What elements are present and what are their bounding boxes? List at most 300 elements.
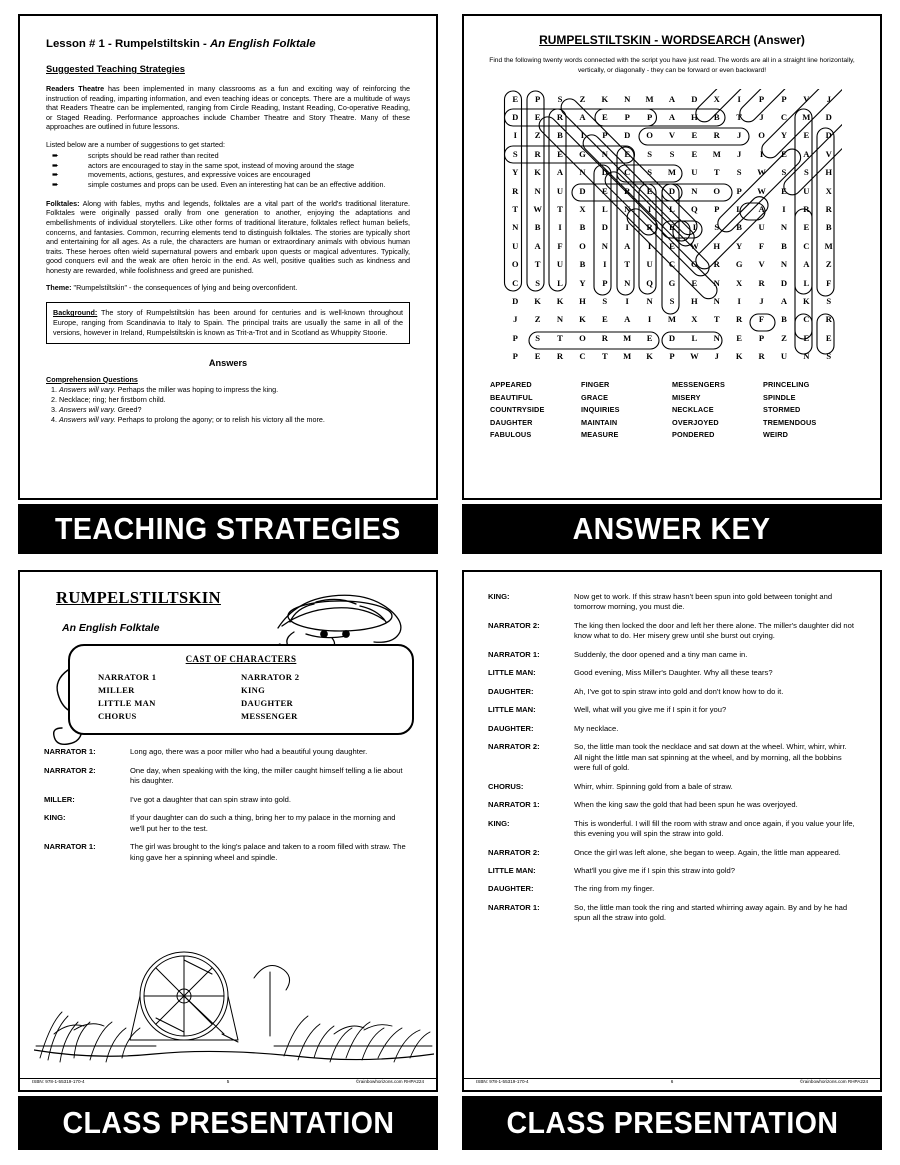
grid-row — [504, 273, 840, 291]
word-item: MESSENGERS — [672, 380, 725, 390]
grid-cell: E — [557, 148, 563, 159]
grid-cell: W — [690, 240, 699, 251]
speaker-label: NARRATOR 1: — [44, 747, 96, 757]
speaker-text: The girl was brought to the king's palace and taken to a room filled with straw. The king gave her a spinning wheel and spindle. — [130, 842, 406, 862]
grid-cell: I — [647, 240, 652, 251]
grid-cell: E — [691, 277, 698, 288]
grid-cell: I — [737, 93, 741, 104]
grid-cell: J — [759, 112, 764, 123]
grid-row — [504, 145, 840, 163]
grid-cell: U — [512, 240, 519, 251]
grid-cell: P — [758, 93, 765, 104]
grid-cell: S — [647, 167, 652, 178]
answers-list — [46, 385, 410, 425]
list-item: ➨ actors are encouraged to stay in the same spot, instead of moving around the stage — [52, 160, 355, 170]
paragraph-theme: Theme: "Rumpelstiltskin" - the consequences of lying and being overconfident. — [46, 283, 298, 293]
grid-cell: M — [623, 332, 632, 343]
grid-row — [504, 329, 840, 347]
grid-cell: E — [601, 112, 608, 123]
grid-cell: E — [512, 93, 519, 104]
cast-item: LITTLE MAN — [98, 698, 156, 709]
word-item: SPINDLE — [763, 392, 796, 402]
list-item: 1. Answers will vary. Perhaps the miller was hoping to impress the king. — [59, 385, 410, 395]
grid-cell: D — [825, 112, 832, 123]
grid-cell: Z — [825, 259, 832, 270]
list-item: 4. Answers will vary. Perhaps to prolong the agony; or to relish his victory all the more. — [59, 415, 410, 425]
grid-cell: H — [713, 240, 721, 251]
grid-cell: T — [534, 259, 541, 270]
grid-cell: D — [512, 295, 519, 306]
grid-cell: I — [625, 222, 629, 233]
grid-cell: D — [691, 93, 698, 104]
grid-cell: J — [513, 314, 518, 325]
grid-cell: L — [601, 203, 608, 214]
speaker-label: NARRATOR 2: — [488, 847, 540, 857]
grid-cell: M — [667, 167, 677, 178]
list-item: ➨ movements, actions, gestures, and expressive voices are encouraged — [52, 170, 311, 180]
arrow-bullet-icon: ➨ — [52, 150, 59, 160]
speaker-label: NARRATOR 1: — [488, 800, 540, 810]
grid-cell: Z — [534, 130, 541, 141]
cast-item: NARRATOR 2 — [241, 672, 300, 682]
grid-cell: O — [646, 130, 653, 141]
banner-class-presentation-right: CLASS PRESENTATION — [462, 1096, 882, 1150]
grid-cell: S — [669, 148, 675, 159]
grid-cell: V — [825, 148, 832, 159]
cast-column-right — [241, 671, 384, 723]
footer-isbn: ISBN: 978-1-55319-170-4 — [476, 1079, 529, 1084]
grid-cell: U — [556, 259, 564, 270]
grid-cell: J — [737, 130, 742, 141]
grid-cell: D — [601, 222, 608, 233]
grid-cell: S — [557, 93, 563, 104]
arrow-bullet-icon: ➨ — [52, 160, 59, 170]
grid-cell: E — [669, 222, 675, 233]
grid-cell: S — [669, 295, 675, 306]
grid-cell: P — [781, 93, 787, 104]
grid-cell: I — [647, 314, 652, 325]
grid-cell: S — [512, 148, 518, 159]
grid-cell: M — [824, 240, 833, 251]
grid-cell: C — [803, 314, 810, 325]
speaker-text: Suddenly, the door opened and a tiny man came in. — [574, 649, 748, 659]
grid-cell: S — [647, 148, 652, 159]
footer-credit: ©rainbowhorizons.com RHPA224 — [799, 1079, 868, 1084]
grid-cell: S — [826, 295, 832, 306]
spinning-wheel-illustration — [34, 938, 434, 1068]
panel-class-presentation-left — [18, 570, 438, 1092]
comprehension-heading: Comprehension Questions — [46, 374, 138, 384]
word-item: DAUGHTER — [490, 417, 533, 427]
grid-cell: W — [757, 167, 766, 178]
grid-cell: W — [533, 203, 542, 214]
grid-cell: L — [736, 203, 743, 214]
grid-cell: L — [557, 277, 563, 288]
script-line — [488, 884, 856, 894]
grid-cell: J — [826, 93, 831, 104]
page-footer-right — [464, 1078, 880, 1084]
script-line — [44, 795, 412, 805]
grid-cell: B — [713, 112, 720, 123]
grid-cell: E — [781, 148, 787, 159]
grid-cell: E — [534, 112, 541, 123]
grid-cell: A — [803, 259, 810, 270]
grid-cell: N — [601, 240, 608, 251]
grid-cell: R — [825, 203, 832, 214]
grid-cell: D — [579, 185, 586, 196]
grid-cell: U — [646, 259, 653, 270]
grid-cell: D — [668, 332, 676, 343]
grid-cell: U — [691, 167, 698, 178]
grid-cell: C — [512, 277, 519, 288]
grid-cell: T — [601, 351, 608, 362]
grid-cell: R — [556, 112, 564, 123]
grid-cell: Z — [781, 332, 787, 343]
wordsearch-grid — [504, 89, 840, 365]
script-line — [488, 866, 856, 876]
grid-cell: R — [713, 130, 720, 141]
word-item: INQUIRIES — [581, 405, 620, 415]
speaker-label: NARRATOR 1: — [488, 902, 540, 912]
word-item: FABULOUS — [490, 430, 532, 440]
grid-row — [504, 181, 840, 199]
grid-row — [504, 200, 840, 218]
speaker-text: When the king saw the gold that had been spun he was overjoyed. — [574, 800, 798, 810]
grid-cell: N — [803, 351, 810, 362]
grid-cell: S — [602, 295, 608, 306]
grid-cell: R — [624, 185, 631, 196]
grid-cell: W — [690, 351, 699, 362]
grid-cell: T — [557, 332, 563, 343]
banner-answer-key: ANSWER KEY — [462, 504, 882, 554]
word-item: PRINCELING — [763, 380, 810, 390]
grid-cell: D — [825, 130, 832, 141]
grid-cell: P — [714, 203, 720, 214]
grid-cell: F — [758, 314, 765, 325]
speaker-text: I've got a daughter that can spin straw into gold. — [130, 794, 292, 804]
grid-cell: P — [736, 185, 742, 196]
grid-cell: Z — [579, 93, 586, 104]
cast-of-characters-box — [68, 644, 414, 735]
grid-cell: E — [646, 332, 653, 343]
grid-cell: R — [736, 314, 743, 325]
grid-cell: N — [579, 167, 586, 178]
word-column — [581, 379, 672, 442]
answers-heading: Answers — [208, 357, 248, 368]
grid-cell: R — [534, 148, 541, 159]
grid-cell: U — [803, 185, 810, 196]
banner-class-presentation-left: CLASS PRESENTATION — [18, 1096, 438, 1150]
grid-cell: S — [535, 332, 541, 343]
grid-cell: E — [624, 148, 631, 159]
speaker-label: MILLER: — [44, 794, 75, 804]
grid-cell: P — [758, 332, 765, 343]
footer-isbn: ISBN: 978-1-55319-170-4 — [32, 1079, 85, 1084]
speaker-label: KING: — [488, 592, 510, 601]
speaker-label: DAUGHTER: — [488, 884, 534, 894]
grid-cell: H — [691, 112, 698, 123]
grid-cell: N — [646, 295, 653, 306]
grid-cell: O — [579, 240, 586, 251]
grid-cell: E — [601, 185, 608, 196]
speaker-text: So, the little man took the ring and started whirring away again. By and by he had spun all the straw into gold. — [574, 902, 848, 923]
grid-cell: C — [780, 112, 788, 123]
word-item: COUNTRYSIDE — [490, 405, 545, 415]
grid-cell: N — [624, 93, 631, 104]
grid-cell: J — [759, 295, 764, 306]
speaker-text: So, the little man took the necklace and sat down at the wheel. Whirr, whirr, whirr. All night the little man sat spinning at the wheel, and by morning, all the bobbins were full of gold. — [574, 742, 847, 773]
grid-cell: I — [625, 295, 629, 306]
cast-column-left — [98, 671, 241, 723]
list-item: 2. Necklace; ring; her firstborn child. — [59, 395, 410, 405]
grid-cell: N — [780, 222, 788, 233]
grid-cell: N — [713, 277, 720, 288]
word-column — [490, 379, 581, 442]
grid-cell: K — [579, 314, 586, 325]
grid-cell: O — [511, 259, 519, 270]
grid-cell: X — [579, 203, 586, 214]
grid-cell: P — [512, 351, 518, 362]
grid-cell: B — [736, 222, 743, 233]
grid-cell: N — [713, 295, 720, 306]
speaker-label: KING: — [488, 818, 510, 828]
word-item: PONDERED — [672, 430, 715, 440]
grid-cell: H — [825, 167, 833, 178]
grid-cell: U — [780, 351, 788, 362]
speaker-text: This is wonderful. I will fill the room with straw and once again, if you value your life, this evening you will spin the straw into gold. — [574, 818, 855, 839]
grid-cell: L — [803, 277, 810, 288]
grid-cell: V — [803, 93, 810, 104]
speaker-label: NARRATOR 2: — [44, 765, 96, 775]
grid-cell: R — [556, 351, 564, 362]
grid-cell: E — [534, 351, 541, 362]
grid-cell: G — [691, 259, 698, 270]
speaker-text: The ring from my finger. — [574, 884, 655, 894]
grid-cell: A — [668, 93, 676, 104]
grid-cell: S — [781, 167, 787, 178]
grid-cell: P — [669, 351, 675, 362]
wordsearch-grid-wrap — [502, 89, 842, 365]
grid-cell: R — [601, 332, 608, 343]
word-item: BEAUTIFUL — [490, 392, 533, 402]
grid-cell: N — [780, 259, 788, 270]
panel-class-presentation-right — [462, 570, 882, 1092]
speaker-label: LITTLE MAN: — [488, 705, 536, 715]
grid-cell: A — [556, 167, 564, 178]
grid-cell: K — [802, 295, 810, 306]
panel-answer-key — [462, 14, 882, 500]
grid-cell: G — [735, 259, 743, 270]
page-title: Lesson # 1 - Rumpelstiltskin - An English Folktale — [46, 38, 316, 50]
script-line — [488, 705, 856, 715]
grid-cell: N — [713, 332, 720, 343]
footer-credit: ©rainbowhorizons.com RHPA224 — [355, 1079, 424, 1084]
story-subtitle: An English Folktale — [62, 622, 160, 634]
grid-cell: N — [624, 277, 631, 288]
grid-cell: E — [691, 130, 698, 141]
grid-cell: N — [556, 314, 564, 325]
grid-cell: L — [669, 203, 675, 214]
speaker-label: NARRATOR 2: — [488, 620, 540, 630]
background-box: Background: The story of Rumpelstiltskin has been around for centuries and is well-known throughout Europe, ranging from Scandinavia to Italy to Spain. The principal traits are usually the same in all of the versions, however in Ireland, Rumpelstiltskin is known as Trit-a-Trot and in Scotland as Whuppity Stoorie. — [46, 302, 410, 343]
grid-cell: R — [803, 203, 810, 214]
grid-row — [504, 292, 840, 310]
grid-cell: N — [691, 185, 698, 196]
grid-cell: B — [534, 222, 541, 233]
grid-cell: N — [601, 148, 608, 159]
grid-cell: T — [624, 259, 631, 270]
grid-cell: K — [534, 295, 541, 306]
grid-cell: Y — [780, 130, 788, 141]
grid-cell: X — [736, 277, 743, 288]
grid-cell: D — [624, 130, 631, 141]
grid-cell: K — [735, 351, 743, 362]
grid-cell: X — [713, 93, 720, 104]
grid-cell: S — [535, 277, 541, 288]
grid-cell: T — [713, 167, 720, 178]
grid-cell: A — [624, 314, 631, 325]
wordsearch-title: RUMPELSTILTSKIN - WORDSEARCH (Answer) — [539, 33, 805, 47]
grid-row — [504, 218, 840, 236]
speaker-text: Whirr, whirr. Spinning gold from a bale of straw. — [574, 781, 733, 791]
cast-item: DAUGHTER — [241, 698, 294, 709]
wordsearch-instructions: Find the following twenty words connected with the script you have just read. The words are all in a straight line horizontally, vertically, or diagonally - they can be forward or even backward! — [489, 57, 855, 74]
grid-cell: E — [803, 222, 810, 233]
panel-teaching-strategies — [18, 14, 438, 500]
word-item: APPEARED — [490, 380, 532, 390]
grid-cell: P — [602, 130, 608, 141]
grid-cell: J — [737, 148, 742, 159]
grid-row — [504, 108, 840, 126]
speaker-text: One day, when speaking with the king, the miller caught himself telling a lie about his daughter. — [130, 765, 403, 786]
grid-cell: M — [802, 112, 811, 123]
grid-cell: A — [780, 295, 788, 306]
speaker-text: Once the girl was left alone, she began to weep. Again, the little man appeared. — [574, 847, 841, 857]
grid-cell: A — [668, 112, 676, 123]
grid-cell: G — [668, 277, 676, 288]
grid-cell: D — [668, 185, 676, 196]
grid-cell: Q — [646, 277, 653, 288]
word-item: GRACE — [581, 392, 609, 402]
script-line — [44, 813, 412, 834]
grid-cell: J — [714, 351, 719, 362]
script-line — [488, 724, 856, 734]
grid-cell: B — [557, 130, 563, 141]
grid-cell: B — [579, 259, 586, 270]
script-line — [44, 842, 412, 863]
speaker-label: CHORUS: — [488, 781, 524, 791]
arrow-bullet-icon: ➨ — [52, 180, 59, 190]
script-lines-right — [464, 572, 880, 924]
grid-row — [504, 255, 840, 273]
grid-row — [504, 126, 840, 144]
grid-cell: D — [601, 167, 608, 178]
grid-cell: V — [668, 130, 676, 141]
script-line — [488, 742, 856, 773]
cast-item: NARRATOR 1 — [98, 672, 157, 682]
script-line — [488, 800, 856, 810]
cast-heading: CAST OF CHARACTERS — [185, 654, 297, 664]
grid-cell: M — [712, 148, 721, 159]
grid-row — [504, 347, 840, 365]
speaker-text: If your daughter can do such a thing, bring her to my palace in the morning and we'll put her to the test. — [130, 813, 396, 833]
script-line — [488, 848, 856, 858]
grid-cell: U — [758, 222, 765, 233]
grid-cell: I — [759, 148, 764, 159]
word-item: MEASURE — [581, 430, 619, 440]
cast-item: MILLER — [98, 685, 135, 696]
grid-cell: C — [803, 240, 810, 251]
grid-cell: N — [624, 203, 631, 214]
word-item: STORMED — [763, 405, 801, 415]
script-line — [488, 819, 856, 840]
script-line — [488, 621, 856, 642]
speaker-text: Well, what will you give me if I spin it for you? — [574, 705, 727, 715]
grid-cell: R — [825, 314, 832, 325]
grid-cell: R — [512, 185, 519, 196]
speaker-label: LITTLE MAN: — [488, 668, 536, 678]
speaker-label: NARRATOR 1: — [488, 649, 540, 659]
grid-cell: O — [758, 130, 765, 141]
grid-cell: N — [534, 185, 541, 196]
grid-cell: K — [534, 167, 541, 178]
grid-cell: S — [826, 351, 832, 362]
paragraph-folktales: Folktales: Along with fables, myths and legends, folktales are a vital part of the world's traditional literature. Folktales were originally passed orally from one generation to another, enjoying the adaptations and embellishments of individual storytellers. Like other forms of traditional literature, folktales reflect human beliefs, concerns, and fantasies. Common, recurring elements tend to distinguish folktales. The stories are typically short and entertaining for all ages. As a rule, the characters are human or extraordinary animals with obvious human traits. These heroes often wield supernatural powers and embark upon quests or magical adventures. Typically, good conquers evil and the weak are often heroic in the end. As well, positive qualities such as kindness and honesty are rewarded, while foolishness and greed are punished. — [46, 198, 410, 275]
speaker-text: Ah, I've got to spin straw into gold and don't know how to do it. — [574, 686, 784, 696]
grid-cell: S — [803, 167, 809, 178]
grid-row — [504, 163, 840, 181]
grid-cell: T — [713, 314, 720, 325]
grid-cell: P — [535, 93, 541, 104]
grid-cell: A — [579, 112, 586, 123]
script-line — [488, 668, 856, 678]
grid-cell: D — [780, 277, 788, 288]
grid-cell: I — [580, 130, 585, 141]
section-heading-strategies: Suggested Teaching Strategies — [46, 63, 185, 74]
grid-cell: W — [757, 185, 766, 196]
list-item: ➨ scripts should be read rather than recited — [52, 150, 219, 160]
speaker-label: LITTLE MAN: — [488, 865, 536, 875]
cast-item: KING — [241, 685, 266, 696]
grid-cell: F — [557, 240, 563, 251]
list-item: 3. Answers will vary. Greed? — [59, 405, 410, 415]
grid-cell: K — [646, 351, 653, 362]
grid-cell: C — [668, 259, 676, 270]
cast-item: CHORUS — [98, 711, 137, 722]
speaker-label: DAUGHTER: — [488, 686, 534, 696]
grid-cell: V — [758, 259, 765, 270]
word-item: MISERY — [672, 392, 701, 402]
grid-cell: L — [691, 332, 698, 343]
grid-cell: Z — [534, 314, 541, 325]
word-item: TREMENDOUS — [763, 417, 817, 427]
script-line — [488, 650, 856, 660]
grid-cell: X — [691, 314, 698, 325]
grid-cell: I — [558, 222, 562, 233]
grid-cell: R — [713, 259, 720, 270]
speaker-text: Good evening, Miss Miller's Daughter. Why all these tears? — [574, 668, 773, 678]
suggestions-lead: Listed below are a number of suggestions to get started: — [46, 139, 225, 149]
grid-cell: E — [736, 332, 743, 343]
grid-cell: K — [601, 93, 609, 104]
grid-cell: Y — [579, 277, 586, 288]
story-title: RUMPELSTILTSKIN — [56, 588, 221, 607]
grid-cell: T — [557, 203, 563, 214]
grid-cell: I — [647, 203, 652, 214]
grid-cell: Y — [512, 167, 519, 178]
grid-cell: X — [825, 185, 832, 196]
script-line — [488, 687, 856, 697]
